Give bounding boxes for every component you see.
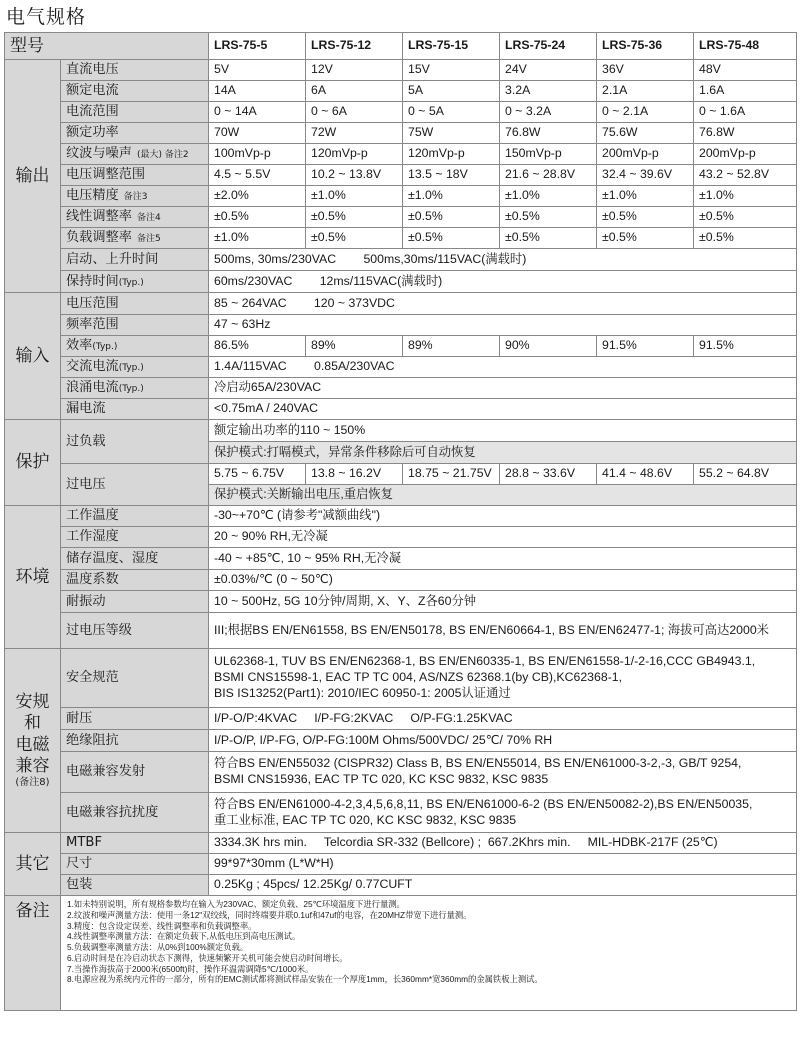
output-row-label: 负载调整率 备注5 <box>61 228 209 249</box>
output-row <box>5 207 797 228</box>
efficiency-value: 86.5% <box>209 336 306 357</box>
output-value: ±0.5% <box>694 207 797 228</box>
output-row-label: 电压精度 备注3 <box>61 186 209 207</box>
startup-value: 500ms, 30ms/230VAC 500ms,30ms/115VAC(满载时) <box>209 249 797 271</box>
input-inrush-label: 浪涌电流(Typ.) <box>61 378 209 399</box>
output-row-label: 电流范围 <box>61 102 209 123</box>
dimension-value: 99*97*30mm (L*W*H) <box>209 854 797 875</box>
output-value: 12V <box>306 60 403 81</box>
output-value: 48V <box>694 60 797 81</box>
output-value: ±1.0% <box>209 228 306 249</box>
input-row-voltage <box>5 293 797 315</box>
withstand-value: I/P-O/P:4KVAC I/P-FG:2KVAC O/P-FG:1.25KVAC <box>209 708 797 730</box>
spec-table <box>4 32 797 1011</box>
output-value: ±0.5% <box>306 228 403 249</box>
input-efficiency-label: 效率(Typ.) <box>61 336 209 357</box>
output-value: 72W <box>306 123 403 144</box>
note-item: 1.如未特别说明，所有规格参数均在输入为230VAC、额定负载、25℃环境温度下进行量测。 <box>67 899 405 909</box>
output-row-label: 额定功率 <box>61 123 209 144</box>
efficiency-value: 91.5% <box>597 336 694 357</box>
environment-row <box>5 591 797 613</box>
header-row <box>5 33 797 60</box>
environment-row-label: 储存温度、湿度 <box>61 548 209 570</box>
output-value: ±1.0% <box>306 186 403 207</box>
protection-row-overvoltage <box>5 464 797 485</box>
output-row-label: 额定电流 <box>61 81 209 102</box>
hold-value: 60ms/230VAC 12ms/115VAC(满载时) <box>209 271 797 293</box>
output-value: 15V <box>403 60 500 81</box>
safety-row-emc-immunity <box>5 793 797 833</box>
overvoltage-line2: 保护模式:关断输出电压,重启恢复 <box>209 485 797 506</box>
output-row-label: 纹波与噪声 (最大) 备注2 <box>61 144 209 165</box>
output-value: 150mVp-p <box>500 144 597 165</box>
overload-label: 过负载 <box>61 420 209 464</box>
efficiency-value: 91.5% <box>694 336 797 357</box>
output-value: ±0.5% <box>306 207 403 228</box>
emc-emission-label: 电磁兼容发射 <box>61 752 209 793</box>
output-row-startup <box>5 249 797 271</box>
model-name: LRS-75-36 <box>597 33 694 60</box>
output-row <box>5 81 797 102</box>
others-row-packing <box>5 875 797 896</box>
safety-row-standards <box>5 649 797 708</box>
output-value: ±0.5% <box>500 207 597 228</box>
output-value: 2.1A <box>597 81 694 102</box>
input-row-frequency <box>5 315 797 336</box>
isolation-label: 绝缘阻抗 <box>61 730 209 752</box>
note-item: 7.当操作海拔高于2000米(6500ft)时，操作环温需调降5℃/1000米。 <box>67 963 314 974</box>
safety-row-withstand <box>5 708 797 730</box>
output-value: 14A <box>209 81 306 102</box>
note-item: 8.电源应视为系统内元件的一部分，所有的EMC测试都将测试样品安装在一个厚度1mm，长360mm*宽360mm的金属铁板上测试。 <box>67 974 543 985</box>
note-item: 3.精度：包含设定误差、线性调整率和负载调整率。 <box>67 920 257 931</box>
startup-label: 启动、上升时间 <box>61 249 209 271</box>
output-row <box>5 60 797 81</box>
input-ac-current-label: 交流电流(Typ.) <box>61 357 209 378</box>
output-section <box>5 60 797 293</box>
output-value: 100mVp-p <box>209 144 306 165</box>
note-item: 2.纹波和噪声测量方法：使用一条12"双绞线，同时终端要并联0.1uf和47uf的电容，在20MHZ带宽下进行量测。 <box>67 909 472 920</box>
overvoltage-value: 18.75 ~ 21.75V <box>403 464 500 485</box>
output-value: 5V <box>209 60 306 81</box>
output-value: ±2.0% <box>209 186 306 207</box>
model-label: 型号 <box>5 33 209 60</box>
input-row-leakage <box>5 399 797 420</box>
environment-row-value: III;根据BS EN/EN61558, BS EN/EN50178, BS EN/EN60664-1, BS EN/EN62477-1; 海拔可高达2000米 <box>209 613 797 649</box>
withstand-label: 耐压 <box>61 708 209 730</box>
output-value: 120mVp-p <box>403 144 500 165</box>
output-value: 0 ~ 5A <box>403 102 500 123</box>
section-environment: 环境 <box>5 506 61 649</box>
page-title: 电气规格 <box>6 6 87 28</box>
output-row-label: 直流电压 <box>61 60 209 81</box>
output-row <box>5 102 797 123</box>
overload-line2: 保护模式:打嗝模式，异常条件移除后可自动恢复 <box>209 442 797 464</box>
efficiency-value: 89% <box>403 336 500 357</box>
input-leakage-label: 漏电流 <box>61 399 209 420</box>
section-output: 输出 <box>5 60 61 293</box>
section-safety-emc: 安规 和 电磁 兼容 (备注8) <box>5 649 61 833</box>
input-row-efficiency <box>5 336 797 357</box>
output-row-label: 电压调整范围 <box>61 165 209 186</box>
output-value: ±1.0% <box>694 186 797 207</box>
environment-row-label: 耐振动 <box>61 591 209 613</box>
protection-row-overload <box>5 420 797 442</box>
output-value: 0 ~ 2.1A <box>597 102 694 123</box>
input-voltage-value: 85 ~ 264VAC 120 ~ 373VDC <box>209 293 797 315</box>
model-name: LRS-75-15 <box>403 33 500 60</box>
overvoltage-value: 5.75 ~ 6.75V <box>209 464 306 485</box>
output-row <box>5 186 797 207</box>
output-value: 36V <box>597 60 694 81</box>
overvoltage-value: 41.4 ~ 48.6V <box>597 464 694 485</box>
notes-row <box>5 896 797 1011</box>
note-item: 6.启动时间是在冷启动状态下测得，快速频繁开关机可能会使启动时间增长。 <box>67 952 348 963</box>
output-value: 75.6W <box>597 123 694 144</box>
input-voltage-label: 电压范围 <box>61 293 209 315</box>
model-name: LRS-75-5 <box>209 33 306 60</box>
environment-row <box>5 506 797 527</box>
efficiency-value: 89% <box>306 336 403 357</box>
output-value: 21.6 ~ 28.8V <box>500 165 597 186</box>
section-protection: 保护 <box>5 420 61 506</box>
overvoltage-value: 13.8 ~ 16.2V <box>306 464 403 485</box>
output-row <box>5 228 797 249</box>
environment-row <box>5 570 797 591</box>
section-notes: 备注 <box>5 896 61 1011</box>
input-leakage-value: <0.75mA / 240VAC <box>209 399 797 420</box>
output-value: 0 ~ 1.6A <box>694 102 797 123</box>
input-row-ac-current <box>5 357 797 378</box>
output-value: 0 ~ 6A <box>306 102 403 123</box>
note-item: 5.负载调整率测量方法：从0%到100%额定负载。 <box>67 942 249 953</box>
output-value: 0 ~ 3.2A <box>500 102 597 123</box>
overvoltage-value: 28.8 ~ 33.6V <box>500 464 597 485</box>
output-value: ±1.0% <box>500 186 597 207</box>
output-value: ±0.5% <box>403 207 500 228</box>
output-value: 5A <box>403 81 500 102</box>
overvoltage-label: 过电压 <box>61 464 209 506</box>
mtbf-label: MTBF <box>61 833 209 854</box>
output-value: ±0.5% <box>597 228 694 249</box>
output-value: 70W <box>209 123 306 144</box>
others-row-mtbf <box>5 833 797 854</box>
output-value: 75W <box>403 123 500 144</box>
output-value: 0 ~ 14A <box>209 102 306 123</box>
output-row-label: 线性调整率 备注4 <box>61 207 209 228</box>
output-value: 76.8W <box>694 123 797 144</box>
isolation-value: I/P-O/P, I/P-FG, O/P-FG:100M Ohms/500VDC/ 25℃/ 70% RH <box>209 730 797 752</box>
output-value: 76.8W <box>500 123 597 144</box>
packing-value: 0.25Kg ; 45pcs/ 12.25Kg/ 0.77CUFT <box>209 875 797 896</box>
environment-row-value: -40 ~ +85℃, 10 ~ 95% RH,无冷凝 <box>209 548 797 570</box>
environment-row-label: 温度系数 <box>61 570 209 591</box>
output-row-hold <box>5 271 797 293</box>
environment-row-label: 工作湿度 <box>61 527 209 548</box>
output-value: 120mVp-p <box>306 144 403 165</box>
output-value: 24V <box>500 60 597 81</box>
input-frequency-value: 47 ~ 63Hz <box>209 315 797 336</box>
note-item: 4.线性调整率测量方法：在额定负载下,从低电压到高电压测试。 <box>67 931 301 942</box>
emc-immunity-label: 电磁兼容抗扰度 <box>61 793 209 833</box>
environment-section <box>5 506 797 649</box>
notes-list <box>61 896 797 1011</box>
output-value: ±1.0% <box>597 186 694 207</box>
emc-immunity-value: 符合BS EN/EN61000-4-2,3,4,5,6,8,11, BS EN/EN61000-6-2 (BS EN/EN50082-2),BS EN/EN50035, 重工业标准, EAC TP TC 020, KC KSC 9832, KSC 9835 <box>209 793 797 833</box>
output-value: ±1.0% <box>403 186 500 207</box>
safety-standards-label: 安全规范 <box>61 649 209 708</box>
model-name: LRS-75-24 <box>500 33 597 60</box>
packing-label: 包装 <box>61 875 209 896</box>
output-value: ±0.5% <box>694 228 797 249</box>
environment-row-label: 工作温度 <box>61 506 209 527</box>
output-value: 10.2 ~ 13.8V <box>306 165 403 186</box>
environment-row-value: 10 ~ 500Hz, 5G 10分钟/周期, X、Y、Z各60分钟 <box>209 591 797 613</box>
output-value: 200mVp-p <box>597 144 694 165</box>
input-frequency-label: 频率范围 <box>61 315 209 336</box>
output-value: 200mVp-p <box>694 144 797 165</box>
output-value: 6A <box>306 81 403 102</box>
output-value: 43.2 ~ 52.8V <box>694 165 797 186</box>
overload-line1: 额定输出功率的110 ~ 150% <box>209 420 797 442</box>
environment-row-value: ±0.03%/℃ (0 ~ 50℃) <box>209 570 797 591</box>
output-row <box>5 123 797 144</box>
safety-row-isolation <box>5 730 797 752</box>
environment-row <box>5 613 797 649</box>
safety-row-emc-emission <box>5 752 797 793</box>
others-row-dimension <box>5 854 797 875</box>
dimension-label: 尺寸 <box>61 854 209 875</box>
output-value: ±0.5% <box>403 228 500 249</box>
input-inrush-value: 冷启动65A/230VAC <box>209 378 797 399</box>
emc-emission-value: 符合BS EN/EN55032 (CISPR32) Class B, BS EN/EN55014, BS EN/EN61000-3-2,-3, GB/T 9254, BSMI CNS15936, EAC TP TC 020, KC KSC 9832, KSC 9835 <box>209 752 797 793</box>
mtbf-value: 3334.3K hrs min. Telcordia SR-332 (Bellcore) ; 667.2Khrs min. MIL-HDBK-217F (25℃) <box>209 833 797 854</box>
environment-row-label: 过电压等级 <box>61 613 209 649</box>
output-value: 13.5 ~ 18V <box>403 165 500 186</box>
section-input: 输入 <box>5 293 61 420</box>
environment-row-value: 20 ~ 90% RH,无冷凝 <box>209 527 797 548</box>
output-value: ±0.5% <box>597 207 694 228</box>
output-value: 32.4 ~ 39.6V <box>597 165 694 186</box>
output-value: 3.2A <box>500 81 597 102</box>
section-others: 其它 <box>5 833 61 896</box>
output-row <box>5 165 797 186</box>
output-value: 1.6A <box>694 81 797 102</box>
hold-label: 保持时间(Typ.) <box>61 271 209 293</box>
output-value: 4.5 ~ 5.5V <box>209 165 306 186</box>
model-name: LRS-75-48 <box>694 33 797 60</box>
output-row <box>5 144 797 165</box>
safety-standards-value: UL62368-1, TUV BS EN/EN62368-1, BS EN/EN60335-1, BS EN/EN61558-1/-2-16,CCC GB4943.1, BSMI CNS15598-1, EAC TP TC 004, AS/NZS 62368.1(by CB),KC62368-1, BIS IS13252(Part1): 2010/IEC 60950-1: 2005认证通过 <box>209 649 797 708</box>
model-name: LRS-75-12 <box>306 33 403 60</box>
input-row-inrush <box>5 378 797 399</box>
output-value: ±0.5% <box>500 228 597 249</box>
output-value: ±0.5% <box>209 207 306 228</box>
input-ac-current-value: 1.4A/115VAC 0.85A/230VAC <box>209 357 797 378</box>
efficiency-value: 90% <box>500 336 597 357</box>
environment-row <box>5 548 797 570</box>
environment-row-value: -30~+70℃ (请参考"减额曲线") <box>209 506 797 527</box>
overvoltage-value: 55.2 ~ 64.8V <box>694 464 797 485</box>
environment-row <box>5 527 797 548</box>
